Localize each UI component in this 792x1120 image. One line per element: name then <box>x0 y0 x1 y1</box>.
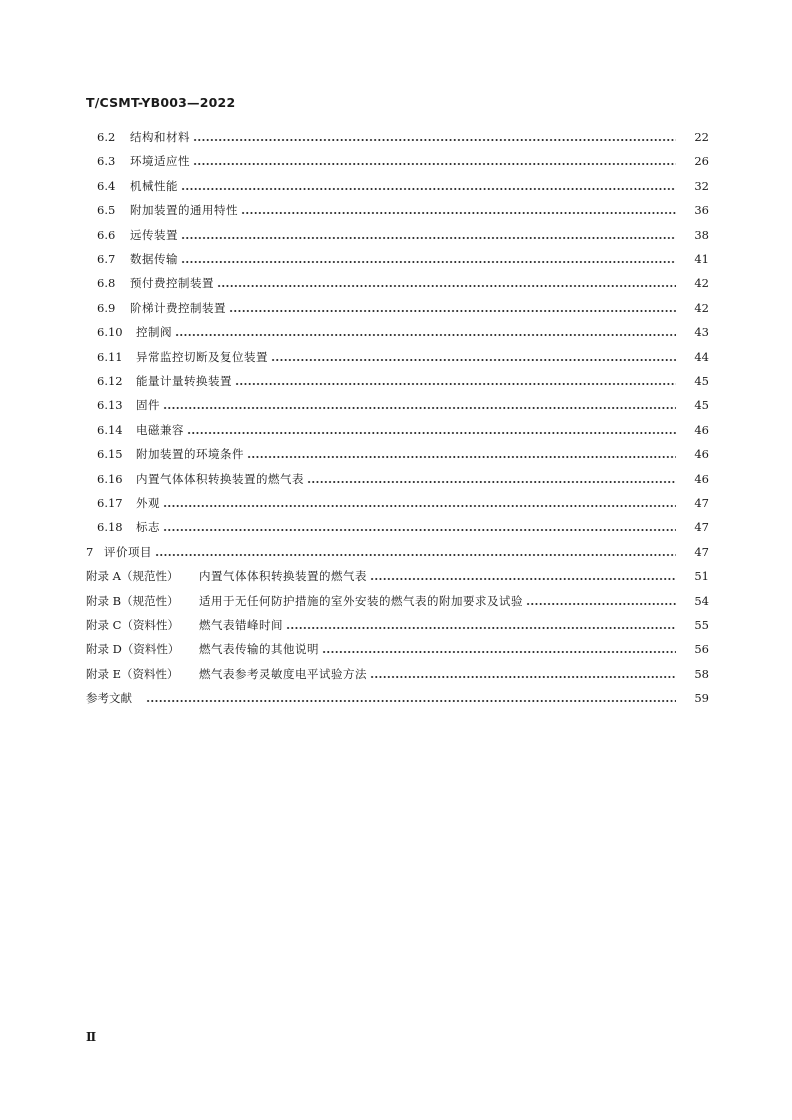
toc-entry[interactable] <box>0 639 792 659</box>
toc-entry-title: 内置气体体积转换装置的燃气表 <box>199 569 367 584</box>
toc-entry-title: 控制阀 <box>136 325 172 340</box>
toc-entry-title-wrap <box>136 444 680 464</box>
toc-entry-number: 6.9 <box>97 300 116 315</box>
toc-entry-number: 参考文献 <box>86 691 132 706</box>
toc-entry-number: 6.2 <box>97 130 116 144</box>
toc-entry-page: 58 <box>694 666 709 681</box>
toc-entry-page: 43 <box>694 325 709 340</box>
toc-dot-leader <box>155 542 676 562</box>
toc-entry-page: 47 <box>694 520 709 535</box>
toc-dot-leader <box>163 517 676 537</box>
toc-dot-leader <box>370 664 676 684</box>
toc-entry-title-wrap <box>130 225 680 245</box>
toc-entry-page: 22 <box>694 130 709 144</box>
toc-entry-title-wrap <box>136 395 680 415</box>
toc-entry-title-wrap <box>130 249 680 269</box>
page-number: Ⅱ <box>86 1030 97 1044</box>
toc-entry-page: 55 <box>694 618 709 632</box>
toc-entry[interactable] <box>0 591 792 611</box>
toc-dot-leader <box>229 298 676 318</box>
toc-dot-leader <box>163 395 676 415</box>
toc-entry-title: 燃气表错峰时间 <box>199 618 283 632</box>
toc-entry-title: 外观 <box>136 496 160 510</box>
toc-entry-title-wrap <box>130 200 680 220</box>
toc-entry-title: 燃气表参考灵敏度电平试验方法 <box>199 666 367 681</box>
toc-entry-page: 46 <box>694 422 709 437</box>
toc-dot-leader <box>271 347 676 367</box>
toc-entry[interactable] <box>0 127 792 147</box>
toc-dot-leader <box>235 371 676 391</box>
toc-entry-title-wrap <box>199 664 680 684</box>
toc-entry-title: 电磁兼容 <box>136 422 184 437</box>
toc-entry-title: 结构和材料 <box>130 130 190 144</box>
toc-entry-title: 数据传输 <box>130 252 178 266</box>
toc-entry-title-wrap <box>130 273 680 293</box>
toc-entry-number: 6.10 <box>97 325 123 340</box>
toc-entry-page: 38 <box>694 227 709 242</box>
toc-entry-number: 6.12 <box>97 374 123 388</box>
toc-dot-leader <box>193 151 676 171</box>
toc-entry[interactable] <box>0 298 792 318</box>
toc-entry-title: 固件 <box>136 398 160 413</box>
toc-dot-leader <box>241 200 676 220</box>
toc-entry-title-wrap <box>136 371 680 391</box>
toc-entry[interactable] <box>0 444 792 464</box>
toc-entry-page: 41 <box>694 252 709 266</box>
toc-entry[interactable] <box>0 469 792 489</box>
toc-entry-title-wrap <box>136 469 680 489</box>
toc-entry-page: 36 <box>694 203 709 218</box>
toc-entry-title-wrap <box>130 176 680 196</box>
toc-entry[interactable] <box>0 322 792 342</box>
toc-entry-number: 6.18 <box>97 520 123 535</box>
toc-entry-title: 燃气表传输的其他说明 <box>199 642 319 657</box>
toc-entry-page: 46 <box>694 447 709 462</box>
toc-entry[interactable] <box>0 176 792 196</box>
toc-entry-number: 6.7 <box>97 252 116 266</box>
toc-entry-title: 评价项目 <box>104 544 152 559</box>
toc-entry-number: 6.15 <box>97 447 123 462</box>
toc-entry-page: 26 <box>694 154 709 169</box>
toc-entry-page: 42 <box>694 276 709 291</box>
toc-entry-number: 6.13 <box>97 398 123 413</box>
toc-entry[interactable] <box>0 371 792 391</box>
toc-entry-page: 54 <box>694 593 709 608</box>
toc-entry[interactable] <box>0 225 792 245</box>
toc-entry-number: 6.5 <box>97 203 116 218</box>
toc-dot-leader <box>307 469 676 489</box>
toc-entry[interactable] <box>0 493 792 513</box>
toc-entry-number: 6.16 <box>97 471 123 486</box>
toc-entry-number: 附录 C（资料性） <box>86 618 179 632</box>
toc-dot-leader <box>193 127 676 147</box>
toc-entry-title-wrap <box>130 127 680 147</box>
toc-entry-page: 45 <box>694 398 709 413</box>
toc-entry-title-wrap <box>136 420 680 440</box>
toc-dot-leader <box>146 688 676 708</box>
toc-dot-leader <box>217 273 676 293</box>
toc-dot-leader <box>286 615 676 635</box>
toc-entry-page: 47 <box>694 544 709 559</box>
toc-dot-leader <box>181 225 676 245</box>
toc-entry-title-wrap <box>199 591 680 611</box>
toc-entry-number: 6.11 <box>97 349 123 364</box>
toc-entry[interactable] <box>0 420 792 440</box>
toc-entry-page: 59 <box>694 691 709 706</box>
toc-entry-title: 远传装置 <box>130 227 178 242</box>
toc-dot-leader <box>526 591 676 611</box>
toc-entry[interactable] <box>0 517 792 537</box>
toc-entry-page: 47 <box>694 496 709 510</box>
toc-entry-title: 机械性能 <box>130 178 178 193</box>
toc-dot-leader <box>247 444 676 464</box>
toc-entry-title-wrap <box>136 347 680 367</box>
toc-entry-number: 6.6 <box>97 227 116 242</box>
toc-entry-title: 异常监控切断及复位装置 <box>136 349 268 364</box>
toc-entry-page: 51 <box>694 569 709 584</box>
toc-entry-page: 45 <box>694 374 709 388</box>
toc-entry-page: 56 <box>694 642 709 657</box>
toc-dot-leader <box>163 493 676 513</box>
toc-dot-leader <box>187 420 676 440</box>
toc-dot-leader <box>181 249 676 269</box>
toc-entry-title: 适用于无任何防护措施的室外安装的燃气表的附加要求及试验 <box>199 593 523 608</box>
toc-entry[interactable] <box>0 151 792 171</box>
toc-entry-title: 标志 <box>136 520 160 535</box>
toc-entry-number: 附录 D（资料性） <box>86 642 180 657</box>
toc-entry-title: 阶梯计费控制装置 <box>130 300 226 315</box>
toc-entry-title-wrap <box>136 493 680 513</box>
toc-entry-title-wrap <box>136 322 680 342</box>
toc-dot-leader <box>181 176 676 196</box>
toc-entry[interactable] <box>0 688 792 708</box>
toc-entry-number: 6.4 <box>97 178 116 193</box>
toc-entry-title-wrap <box>136 517 680 537</box>
toc-entry-page: 32 <box>694 178 709 193</box>
toc-dot-leader <box>370 566 676 586</box>
toc-entry[interactable] <box>0 615 792 635</box>
toc-entry-number: 6.14 <box>97 422 123 437</box>
toc-entry-title-wrap <box>104 542 680 562</box>
toc-entry[interactable] <box>0 542 792 562</box>
toc-entry-page: 44 <box>694 349 709 364</box>
toc-entry[interactable] <box>0 347 792 367</box>
toc-entry-title: 预付费控制装置 <box>130 276 214 291</box>
toc-entry-title: 内置气体体积转换装置的燃气表 <box>136 471 304 486</box>
toc-entry[interactable] <box>0 664 792 684</box>
toc-dot-leader <box>322 639 676 659</box>
toc-entry-title: 附加装置的通用特性 <box>130 203 238 218</box>
toc-entry[interactable] <box>0 273 792 293</box>
toc-entry-number: 6.8 <box>97 276 116 291</box>
toc-entry-page: 46 <box>694 471 709 486</box>
toc-entry[interactable] <box>0 566 792 586</box>
toc-entry-title-wrap <box>143 688 680 708</box>
toc-entry-title: 环境适应性 <box>130 154 190 169</box>
toc-entry-number: 6.3 <box>97 154 116 169</box>
toc-entry-number: 7 <box>86 544 94 559</box>
toc-entry[interactable] <box>0 200 792 220</box>
toc-entry-title-wrap <box>130 151 680 171</box>
toc-entry-title-wrap <box>199 615 680 635</box>
toc-entry-title-wrap <box>199 566 680 586</box>
toc-dot-leader <box>175 322 676 342</box>
document-code: T/CSMT-YB003—2022 <box>86 95 236 110</box>
toc-entry-number: 6.17 <box>97 496 123 510</box>
toc-entry-title: 附加装置的环境条件 <box>136 447 244 462</box>
toc-entry-title: 能量计量转换装置 <box>136 374 232 388</box>
toc-entry-page: 42 <box>694 300 709 315</box>
toc-entry-title-wrap <box>199 639 680 659</box>
toc-entry[interactable] <box>0 249 792 269</box>
toc-entry-number: 附录 B（规范性） <box>86 593 179 608</box>
toc-entry-number: 附录 E（资料性） <box>86 666 179 681</box>
toc-entry[interactable] <box>0 395 792 415</box>
toc-entry-number: 附录 A（规范性） <box>86 569 179 584</box>
toc-entry-title-wrap <box>130 298 680 318</box>
